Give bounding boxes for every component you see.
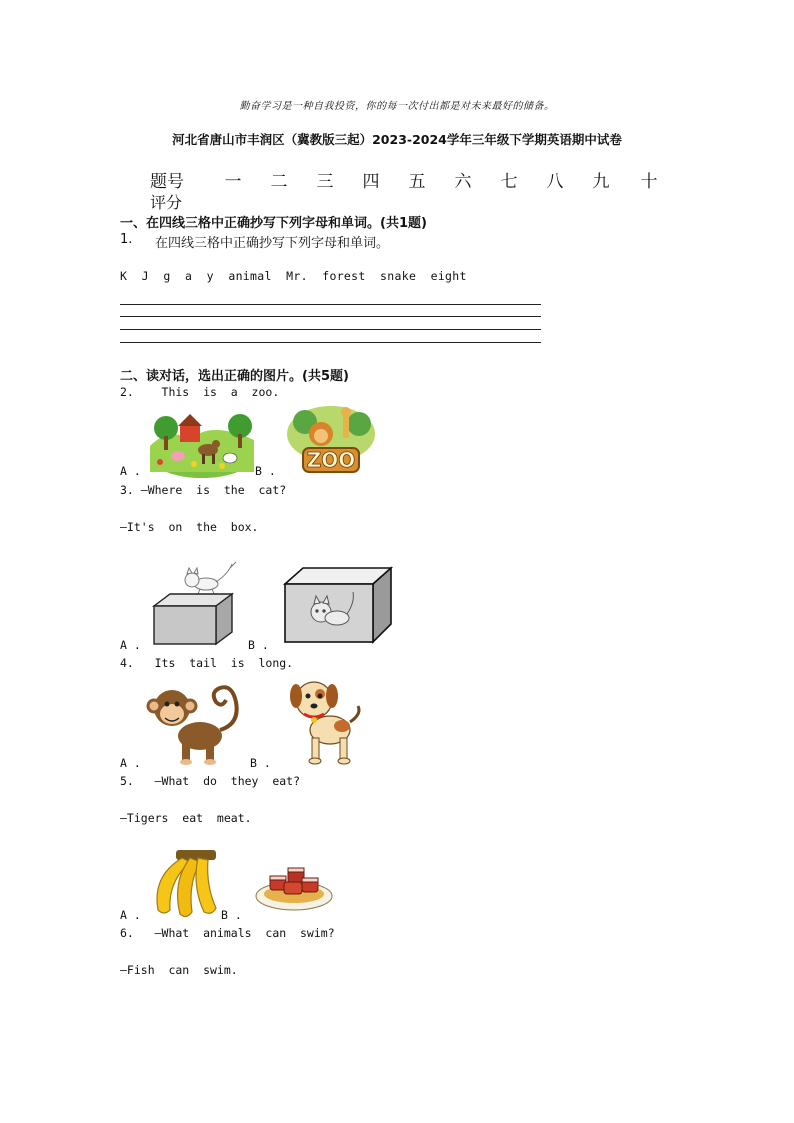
q2-text: 2. This is a zoo. [120,385,280,399]
q2-option-a-label: A . [120,464,141,478]
q3-question: 3. —Where is the cat? [120,483,287,497]
dog-image [286,674,370,766]
score-col-10: 十 [640,172,658,192]
q5-answer: —Tigers eat meat. [120,811,252,825]
question-number-label: 题号 [150,172,184,192]
motto: 勤奋学习是一种自我投资，你的每一次付出都是对未来最好的储备。 [239,101,555,112]
writing-line [120,316,541,317]
q3-answer: —It's on the box. [120,520,259,534]
score-col-3: 三 [316,172,334,192]
score-col-6: 六 [454,172,472,192]
q6-answer: —Fish can swim. [120,963,238,977]
bananas-image [146,846,222,920]
q4-text: 4. Its tail is long. [120,656,294,670]
zoo-sign-image [285,404,377,476]
q2-option-b-label: B . [255,464,276,478]
q1-number: 1. [120,232,133,247]
section2-heading: 二、读对话，选出正确的图片。(共5题) [120,369,349,384]
zoo-sign-text: ZOO [306,448,356,472]
q5-option-b-label: B . [221,908,242,922]
writing-line [120,304,541,305]
score-col-2: 二 [270,172,288,192]
exam-title: 河北省唐山市丰润区（冀教版三起）2023-2024学年三年级下学期英语期中试卷 [172,132,622,147]
q3-option-b-label: B . [248,638,269,652]
score-col-5: 五 [408,172,426,192]
score-col-1: 一 [224,172,242,192]
q3-option-a-label: A . [120,638,141,652]
cat-in-box-image [283,566,393,644]
meat-image [254,854,334,912]
score-col-8: 八 [546,172,564,192]
writing-line [120,329,541,330]
monkey-image [148,676,244,766]
score-col-4: 四 [362,172,380,192]
q1-text: 在四线三格中正确抄写下列字母和单词。 [155,236,390,251]
q4-option-b-label: B . [250,756,271,770]
copy-words: K J g a y animal Mr. forest snake eight [120,269,467,283]
q5-question: 5. —What do they eat? [120,774,301,788]
score-label: 评分 [150,193,183,212]
score-col-7: 七 [500,172,518,192]
cat-on-box-image [150,556,246,646]
section1-heading: 一、在四线三格中正确抄写下列字母和单词。(共1题) [120,216,427,231]
farm-scene-image [150,406,254,472]
score-col-9: 九 [592,172,610,192]
q4-option-a-label: A . [120,756,141,770]
score-table [150,167,670,192]
writing-line [120,342,541,343]
q5-option-a-label: A . [120,908,141,922]
q6-question: 6. —What animals can swim? [120,926,335,940]
